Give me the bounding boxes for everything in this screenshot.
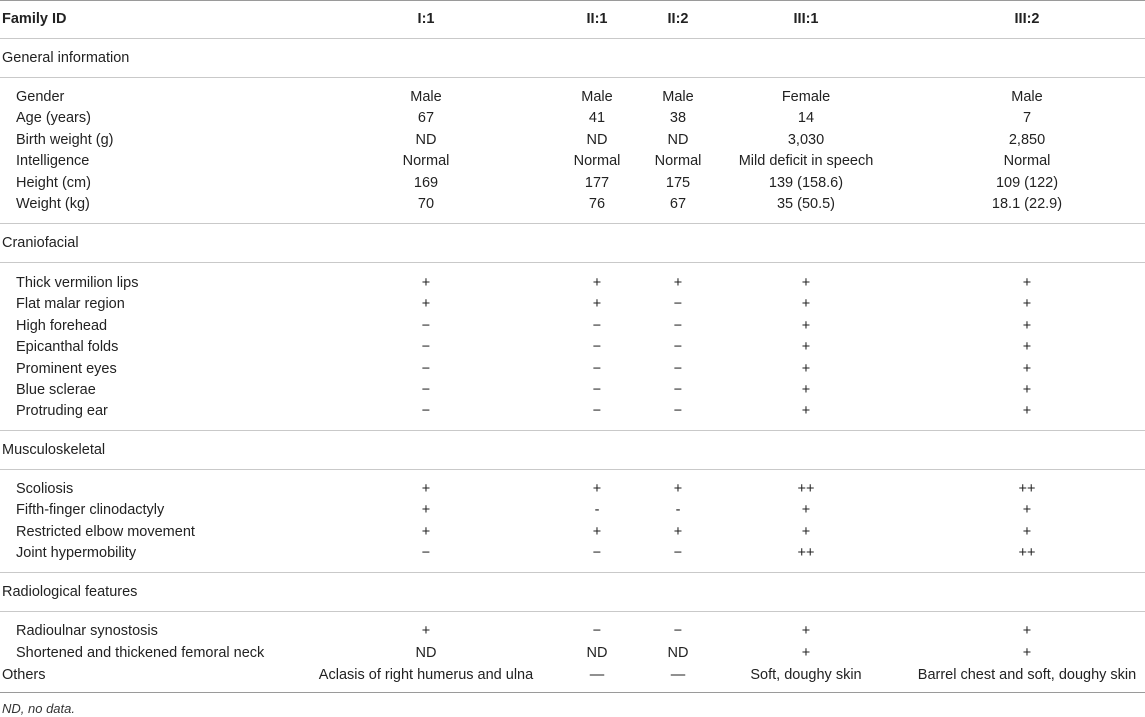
row-label-weight: Weight (kg) bbox=[16, 196, 90, 212]
table-cell: + bbox=[801, 361, 811, 377]
table-footnote: ND, no data. bbox=[2, 701, 75, 716]
row-label-epicanthal-folds: Epicanthal folds bbox=[16, 339, 119, 355]
table-cell: - bbox=[675, 502, 681, 518]
section-rule bbox=[0, 611, 1145, 612]
table-cell: + bbox=[801, 275, 811, 291]
table-cell: − bbox=[673, 382, 683, 398]
table-cell: ND bbox=[586, 645, 608, 661]
table-cell: + bbox=[1022, 524, 1032, 540]
table-cell: − bbox=[592, 318, 602, 334]
table-cell: + bbox=[592, 275, 602, 291]
table-cell: 38 bbox=[669, 110, 687, 126]
table-cell: ++ bbox=[1018, 481, 1036, 497]
table-cell: + bbox=[1022, 502, 1032, 518]
table-cell: — bbox=[589, 667, 605, 683]
section-craniofacial: Craniofacial bbox=[2, 235, 79, 251]
table-cell: + bbox=[1022, 318, 1032, 334]
table-cell: − bbox=[592, 545, 602, 561]
table-cell: ND bbox=[586, 132, 608, 148]
table-cell: 14 bbox=[797, 110, 815, 126]
table-cell: + bbox=[801, 382, 811, 398]
row-label-age: Age (years) bbox=[16, 110, 91, 126]
table-cell: + bbox=[421, 275, 431, 291]
row-label-restricted-elbow-movement: Restricted elbow movement bbox=[16, 524, 195, 540]
table-cell: 109 (122) bbox=[995, 175, 1059, 191]
table-top-rule bbox=[0, 0, 1145, 1]
table-bottom-rule bbox=[0, 692, 1145, 693]
row-label-blue-sclerae: Blue sclerae bbox=[16, 382, 96, 398]
section-rule bbox=[0, 223, 1145, 224]
table-cell: − bbox=[421, 361, 431, 377]
table-cell: − bbox=[592, 361, 602, 377]
table-cell: Normal bbox=[573, 153, 621, 169]
table-cell: + bbox=[1022, 361, 1032, 377]
table-cell: 139 (158.6) bbox=[768, 175, 844, 191]
table-cell: Aclasis of right humerus and ulna bbox=[318, 667, 534, 683]
table-cell: + bbox=[801, 645, 811, 661]
table-cell: 175 bbox=[665, 175, 691, 191]
header-iii2: III:2 bbox=[1014, 11, 1040, 27]
table-cell: − bbox=[421, 339, 431, 355]
table-cell: + bbox=[673, 275, 683, 291]
section-general-information: General information bbox=[2, 50, 130, 66]
table-cell: − bbox=[421, 545, 431, 561]
table-cell: + bbox=[801, 524, 811, 540]
row-label-thick-vermilion-lips: Thick vermilion lips bbox=[16, 275, 139, 291]
section-rule bbox=[0, 469, 1145, 470]
header-i1: I:1 bbox=[417, 11, 435, 27]
section-rule bbox=[0, 430, 1145, 431]
row-label-birth-weight: Birth weight (g) bbox=[16, 132, 114, 148]
row-label-others: Others bbox=[2, 667, 46, 683]
table-cell: − bbox=[592, 382, 602, 398]
table-cell: − bbox=[673, 361, 683, 377]
table-cell: ++ bbox=[797, 545, 815, 561]
table-cell: + bbox=[673, 481, 683, 497]
row-label-fifth-finger-clinodactyly: Fifth-finger clinodactyly bbox=[16, 502, 165, 518]
table-cell: − bbox=[673, 296, 683, 312]
table-cell: Male bbox=[662, 89, 694, 105]
table-cell: Male bbox=[410, 89, 442, 105]
table-cell: 70 bbox=[417, 196, 435, 212]
table-cell: 18.1 (22.9) bbox=[991, 196, 1063, 212]
table-cell: − bbox=[592, 403, 602, 419]
table-cell: 35 (50.5) bbox=[776, 196, 836, 212]
table-cell: 67 bbox=[669, 196, 687, 212]
table-cell: + bbox=[421, 524, 431, 540]
table-cell: ND bbox=[415, 645, 437, 661]
row-label-scoliosis: Scoliosis bbox=[16, 481, 74, 497]
table-cell: − bbox=[673, 403, 683, 419]
table-cell: + bbox=[801, 318, 811, 334]
table-cell: + bbox=[1022, 382, 1032, 398]
table-cell: + bbox=[1022, 645, 1032, 661]
header-rule bbox=[0, 38, 1145, 39]
header-family-id: Family ID bbox=[2, 11, 67, 27]
section-musculoskeletal: Musculoskeletal bbox=[2, 442, 106, 458]
table-cell: − bbox=[592, 339, 602, 355]
table-cell: 76 bbox=[588, 196, 606, 212]
table-cell: 7 bbox=[1022, 110, 1032, 126]
section-rule bbox=[0, 77, 1145, 78]
header-ii1: II:1 bbox=[586, 11, 608, 27]
row-label-femoral-neck: Shortened and thickened femoral neck bbox=[16, 645, 265, 661]
header-iii1: III:1 bbox=[793, 11, 819, 27]
table-cell: Male bbox=[581, 89, 613, 105]
row-label-radioulnar-synostosis: Radioulnar synostosis bbox=[16, 623, 158, 639]
table-cell: + bbox=[421, 481, 431, 497]
table-cell: Female bbox=[781, 89, 831, 105]
table-cell: + bbox=[801, 623, 811, 639]
table-cell: + bbox=[801, 502, 811, 518]
table-cell: + bbox=[592, 481, 602, 497]
table-cell: + bbox=[421, 502, 431, 518]
table-cell: ND bbox=[667, 645, 689, 661]
table-cell: − bbox=[421, 382, 431, 398]
table-cell: + bbox=[1022, 296, 1032, 312]
table-cell: + bbox=[1022, 623, 1032, 639]
table-cell: + bbox=[421, 623, 431, 639]
table-cell: Normal bbox=[1003, 153, 1051, 169]
table-cell: ND bbox=[667, 132, 689, 148]
row-label-joint-hypermobility: Joint hypermobility bbox=[16, 545, 137, 561]
table-cell: + bbox=[592, 296, 602, 312]
table-cell: − bbox=[673, 339, 683, 355]
table-cell: ++ bbox=[797, 481, 815, 497]
table-cell: Barrel chest and soft, doughy skin bbox=[917, 667, 1137, 683]
row-label-high-forehead: High forehead bbox=[16, 318, 108, 334]
table-cell: 3,030 bbox=[787, 132, 825, 148]
table-cell: − bbox=[592, 623, 602, 639]
table-cell: + bbox=[801, 403, 811, 419]
table-cell: + bbox=[421, 296, 431, 312]
table-cell: ND bbox=[415, 132, 437, 148]
table-cell: − bbox=[673, 318, 683, 334]
table-cell: 67 bbox=[417, 110, 435, 126]
table-cell: + bbox=[1022, 403, 1032, 419]
row-label-prominent-eyes: Prominent eyes bbox=[16, 361, 117, 377]
table-cell: Male bbox=[1011, 89, 1043, 105]
row-label-intelligence: Intelligence bbox=[16, 153, 90, 169]
section-rule bbox=[0, 262, 1145, 263]
table-cell: − bbox=[673, 623, 683, 639]
table-cell: − bbox=[421, 318, 431, 334]
section-radiological-features: Radiological features bbox=[2, 584, 138, 600]
header-ii2: II:2 bbox=[667, 11, 689, 27]
table-cell: + bbox=[1022, 275, 1032, 291]
section-rule bbox=[0, 572, 1145, 573]
table-cell: + bbox=[592, 524, 602, 540]
table-cell: 41 bbox=[588, 110, 606, 126]
table-cell: + bbox=[801, 339, 811, 355]
table-cell: Mild deficit in speech bbox=[738, 153, 874, 169]
table-cell: - bbox=[594, 502, 600, 518]
table-cell: — bbox=[670, 667, 686, 683]
table-cell: + bbox=[801, 296, 811, 312]
row-label-protruding-ear: Protruding ear bbox=[16, 403, 108, 419]
table-cell: − bbox=[673, 545, 683, 561]
table-cell: − bbox=[421, 403, 431, 419]
table-cell: Normal bbox=[402, 153, 450, 169]
row-label-flat-malar-region: Flat malar region bbox=[16, 296, 125, 312]
table-cell: + bbox=[673, 524, 683, 540]
row-label-gender: Gender bbox=[16, 89, 65, 105]
table-cell: 2,850 bbox=[1008, 132, 1046, 148]
table-cell: Normal bbox=[654, 153, 702, 169]
table-cell: Soft, doughy skin bbox=[750, 667, 862, 683]
table-cell: + bbox=[1022, 339, 1032, 355]
table-cell: 169 bbox=[413, 175, 439, 191]
table-cell: ++ bbox=[1018, 545, 1036, 561]
row-label-height: Height (cm) bbox=[16, 175, 91, 191]
table-cell: 177 bbox=[584, 175, 610, 191]
